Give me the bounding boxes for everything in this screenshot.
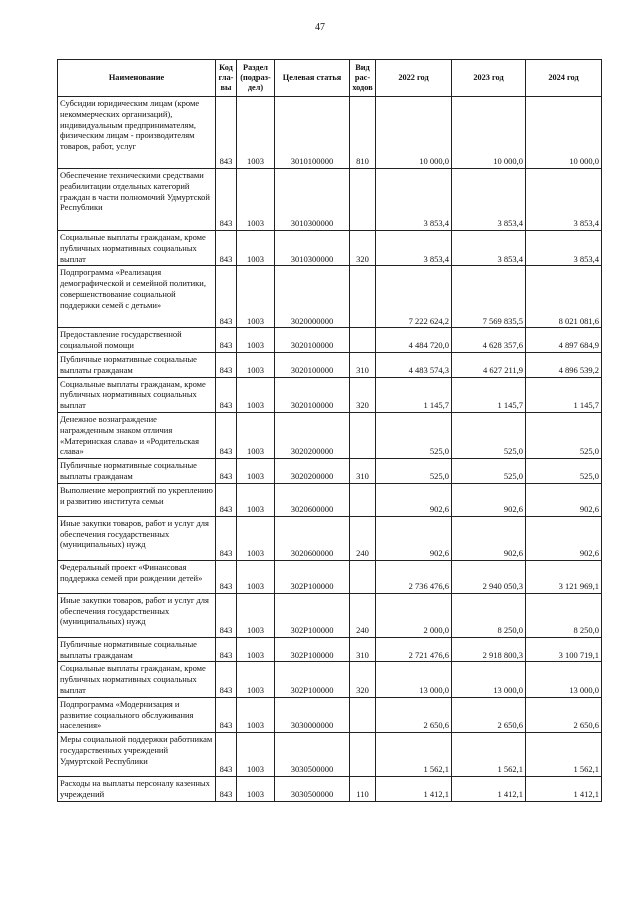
row-2023: 525,0 xyxy=(452,459,526,484)
table-row xyxy=(58,733,602,777)
row-2024: 1 562,1 xyxy=(526,733,602,777)
row-section: 1003 xyxy=(237,328,275,353)
row-section: 1003 xyxy=(237,169,275,231)
row-target: 302P100000 xyxy=(275,560,350,593)
row-2023: 2 650,6 xyxy=(452,697,526,732)
row-section: 1003 xyxy=(237,560,275,593)
table-row xyxy=(58,459,602,484)
table-row xyxy=(58,777,602,802)
table-row xyxy=(58,97,602,169)
row-2024: 1 145,7 xyxy=(526,377,602,412)
row-2024: 10 000,0 xyxy=(526,97,602,169)
row-type: 320 xyxy=(350,231,376,266)
row-2024: 1 412,1 xyxy=(526,777,602,802)
row-2023: 2 918 800,3 xyxy=(452,637,526,662)
row-type: 110 xyxy=(350,777,376,802)
row-target: 302P100000 xyxy=(275,593,350,637)
row-name: Меры социальной поддержки работникам государственных учреждений Удмуртской Республики xyxy=(58,733,216,777)
row-2022: 525,0 xyxy=(376,459,452,484)
row-chapter: 843 xyxy=(216,697,237,732)
row-2022: 2 721 476,6 xyxy=(376,637,452,662)
row-type xyxy=(350,169,376,231)
row-section: 1003 xyxy=(237,97,275,169)
row-name: Социальные выплаты гражданам, кроме публичных нормативных социальных выплат xyxy=(58,662,216,697)
row-2023: 902,6 xyxy=(452,516,526,560)
row-chapter: 843 xyxy=(216,352,237,377)
row-2023: 3 853,4 xyxy=(452,231,526,266)
row-section: 1003 xyxy=(237,637,275,662)
header-2024: 2024 год xyxy=(526,60,602,97)
row-2024: 902,6 xyxy=(526,483,602,516)
row-section: 1003 xyxy=(237,266,275,328)
row-2023: 8 250,0 xyxy=(452,593,526,637)
row-2023: 1 145,7 xyxy=(452,377,526,412)
row-target: 3020600000 xyxy=(275,516,350,560)
row-name: Социальные выплаты гражданам, кроме публичных нормативных социальных выплат xyxy=(58,377,216,412)
row-2022: 525,0 xyxy=(376,412,452,458)
row-type xyxy=(350,483,376,516)
row-2024: 3 853,4 xyxy=(526,231,602,266)
row-2023: 525,0 xyxy=(452,412,526,458)
row-chapter: 843 xyxy=(216,231,237,266)
row-2024: 3 100 719,1 xyxy=(526,637,602,662)
row-2024: 8 250,0 xyxy=(526,593,602,637)
row-section: 1003 xyxy=(237,777,275,802)
row-2024: 3 121 969,1 xyxy=(526,560,602,593)
row-target: 3010100000 xyxy=(275,97,350,169)
row-chapter: 843 xyxy=(216,97,237,169)
row-section: 1003 xyxy=(237,352,275,377)
row-section: 1003 xyxy=(237,459,275,484)
row-2023: 1 562,1 xyxy=(452,733,526,777)
row-type: 320 xyxy=(350,662,376,697)
row-chapter: 843 xyxy=(216,377,237,412)
table-header-row xyxy=(58,60,602,97)
row-2022: 3 853,4 xyxy=(376,231,452,266)
row-name: Публичные нормативные социальные выплаты гражданам xyxy=(58,637,216,662)
header-name: Наименование xyxy=(58,60,216,97)
row-2023: 10 000,0 xyxy=(452,97,526,169)
row-section: 1003 xyxy=(237,593,275,637)
table-row xyxy=(58,169,602,231)
row-2022: 902,6 xyxy=(376,516,452,560)
table-row xyxy=(58,412,602,458)
row-2023: 3 853,4 xyxy=(452,169,526,231)
row-2024: 4 896 539,2 xyxy=(526,352,602,377)
row-section: 1003 xyxy=(237,662,275,697)
row-2024: 3 853,4 xyxy=(526,169,602,231)
row-2022: 1 412,1 xyxy=(376,777,452,802)
row-2024: 4 897 684,9 xyxy=(526,328,602,353)
row-2024: 525,0 xyxy=(526,459,602,484)
row-type: 310 xyxy=(350,637,376,662)
row-name: Социальные выплаты гражданам, кроме публичных нормативных социальных выплат xyxy=(58,231,216,266)
row-target: 3030000000 xyxy=(275,697,350,732)
row-type xyxy=(350,560,376,593)
row-target: 3020000000 xyxy=(275,266,350,328)
row-chapter: 843 xyxy=(216,733,237,777)
row-name: Денежное вознаграждение награжденным знаком отличия «Материнская слава» и «Родительская слава» xyxy=(58,412,216,458)
row-target: 3020100000 xyxy=(275,377,350,412)
row-name: Публичные нормативные социальные выплаты гражданам xyxy=(58,352,216,377)
row-2024: 525,0 xyxy=(526,412,602,458)
row-type: 240 xyxy=(350,516,376,560)
header-target: Целевая статья xyxy=(275,60,350,97)
row-type: 240 xyxy=(350,593,376,637)
row-section: 1003 xyxy=(237,516,275,560)
row-2022: 3 853,4 xyxy=(376,169,452,231)
table-row xyxy=(58,352,602,377)
row-2022: 10 000,0 xyxy=(376,97,452,169)
row-2022: 2 736 476,6 xyxy=(376,560,452,593)
table-row xyxy=(58,483,602,516)
row-type xyxy=(350,697,376,732)
table-row xyxy=(58,377,602,412)
row-chapter: 843 xyxy=(216,266,237,328)
row-2024: 8 021 081,6 xyxy=(526,266,602,328)
row-target: 3010300000 xyxy=(275,231,350,266)
row-section: 1003 xyxy=(237,412,275,458)
row-target: 3030500000 xyxy=(275,733,350,777)
row-name: Субсидии юридическим лицам (кроме некоммерческих организаций), индивидуальным предпринимателям, физическим лицам - производителям товаров, работ, услуг xyxy=(58,97,216,169)
row-target: 302P100000 xyxy=(275,637,350,662)
row-2022: 1 562,1 xyxy=(376,733,452,777)
table-row xyxy=(58,560,602,593)
row-name: Предоставление государственной социальной помощи xyxy=(58,328,216,353)
row-name: Обеспечение техническими средствами реабилитации отдельных категорий граждан в части полномочий Удмуртской Республики xyxy=(58,169,216,231)
row-chapter: 843 xyxy=(216,637,237,662)
row-name: Расходы на выплаты персоналу казенных учреждений xyxy=(58,777,216,802)
row-2023: 2 940 050,3 xyxy=(452,560,526,593)
page-number: 47 xyxy=(315,22,325,33)
row-target: 3020100000 xyxy=(275,352,350,377)
row-section: 1003 xyxy=(237,733,275,777)
table-row xyxy=(58,697,602,732)
row-chapter: 843 xyxy=(216,328,237,353)
row-target: 302P100000 xyxy=(275,662,350,697)
row-2023: 902,6 xyxy=(452,483,526,516)
row-type xyxy=(350,266,376,328)
table-row xyxy=(58,593,602,637)
row-target: 3010300000 xyxy=(275,169,350,231)
row-chapter: 843 xyxy=(216,516,237,560)
row-2022: 7 222 624,2 xyxy=(376,266,452,328)
row-name: Иные закупки товаров, работ и услуг для обеспечения государственных (муниципальных) нужд xyxy=(58,593,216,637)
table-row xyxy=(58,231,602,266)
row-name: Подпрограмма «Модернизация и развитие социального обслуживания населения» xyxy=(58,697,216,732)
row-chapter: 843 xyxy=(216,169,237,231)
table-row xyxy=(58,328,602,353)
row-name: Федеральный проект «Финансовая поддержка семей при рождении детей» xyxy=(58,560,216,593)
row-2022: 1 145,7 xyxy=(376,377,452,412)
row-2023: 4 627 211,9 xyxy=(452,352,526,377)
row-2023: 7 569 835,5 xyxy=(452,266,526,328)
table-row xyxy=(58,637,602,662)
row-target: 3020100000 xyxy=(275,328,350,353)
row-type xyxy=(350,328,376,353)
row-chapter: 843 xyxy=(216,777,237,802)
row-2024: 902,6 xyxy=(526,516,602,560)
row-chapter: 843 xyxy=(216,459,237,484)
row-2022: 13 000,0 xyxy=(376,662,452,697)
row-chapter: 843 xyxy=(216,593,237,637)
table-body xyxy=(58,97,602,802)
row-2022: 902,6 xyxy=(376,483,452,516)
row-type xyxy=(350,733,376,777)
row-name: Подпрограмма «Реализация демографической и семейной политики, совершенствование социальной поддержки семей с детьми» xyxy=(58,266,216,328)
table-row xyxy=(58,266,602,328)
row-chapter: 843 xyxy=(216,662,237,697)
row-name: Выполнение мероприятий по укреплению и развитию института семьи xyxy=(58,483,216,516)
header-type: Вид рас- ходов xyxy=(350,60,376,97)
header-2022: 2022 год xyxy=(376,60,452,97)
table-row xyxy=(58,662,602,697)
row-2022: 2 000,0 xyxy=(376,593,452,637)
budget-table xyxy=(57,59,602,802)
row-section: 1003 xyxy=(237,483,275,516)
row-section: 1003 xyxy=(237,377,275,412)
row-name: Иные закупки товаров, работ и услуг для обеспечения государственных (муниципальных) нужд xyxy=(58,516,216,560)
row-type: 310 xyxy=(350,459,376,484)
row-section: 1003 xyxy=(237,231,275,266)
row-target: 3030500000 xyxy=(275,777,350,802)
row-name: Публичные нормативные социальные выплаты гражданам xyxy=(58,459,216,484)
header-2023: 2023 год xyxy=(452,60,526,97)
row-target: 3020600000 xyxy=(275,483,350,516)
row-2022: 2 650,6 xyxy=(376,697,452,732)
row-type: 320 xyxy=(350,377,376,412)
row-type xyxy=(350,412,376,458)
row-2022: 4 484 720,0 xyxy=(376,328,452,353)
row-2024: 13 000,0 xyxy=(526,662,602,697)
row-chapter: 843 xyxy=(216,483,237,516)
row-type: 810 xyxy=(350,97,376,169)
row-section: 1003 xyxy=(237,697,275,732)
row-chapter: 843 xyxy=(216,560,237,593)
row-2023: 1 412,1 xyxy=(452,777,526,802)
table-row xyxy=(58,516,602,560)
row-2022: 4 483 574,3 xyxy=(376,352,452,377)
row-2023: 4 628 357,6 xyxy=(452,328,526,353)
row-2023: 13 000,0 xyxy=(452,662,526,697)
header-chapter: Код гла- вы xyxy=(216,60,237,97)
row-target: 3020200000 xyxy=(275,459,350,484)
header-section: Раздел (подраз- дел) xyxy=(237,60,275,97)
row-type: 310 xyxy=(350,352,376,377)
row-chapter: 843 xyxy=(216,412,237,458)
row-target: 3020200000 xyxy=(275,412,350,458)
row-2024: 2 650,6 xyxy=(526,697,602,732)
